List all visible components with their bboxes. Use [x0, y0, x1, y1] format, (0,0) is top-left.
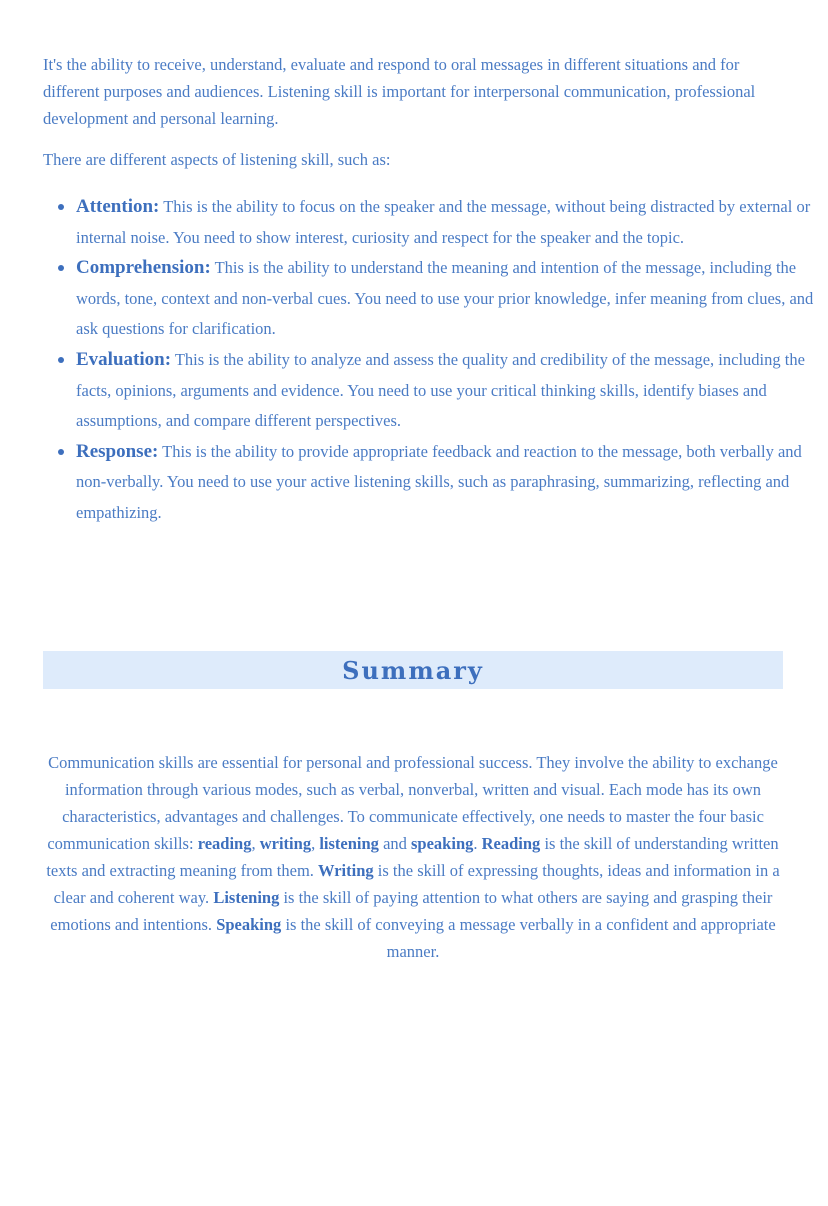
summary-text-segment: is the skill of understanding written texts and extracting meaning from them. — [46, 834, 779, 880]
keyword-speaking: speaking — [411, 834, 474, 853]
summary-text-segment: is the skill of paying attention to what others are saying and grasping their emotions and intentions. — [50, 888, 773, 934]
summary-text-segment: , — [251, 834, 260, 853]
bullet-icon — [58, 449, 64, 455]
keyword-listening: listening — [319, 834, 379, 853]
summary-paragraph — [43, 749, 783, 965]
term-listening: Listening — [213, 888, 280, 907]
aspects-list — [43, 192, 816, 529]
bullet-icon — [58, 265, 64, 271]
summary-heading: Summary — [342, 655, 484, 685]
list-item-evaluation — [76, 345, 816, 437]
summary-text-segment: is the skill of conveying a message verbally in a confident and appropriate manner. — [281, 915, 776, 961]
keyword-writing: writing — [259, 834, 312, 853]
keyword-reading: reading — [197, 834, 252, 853]
list-item-attention — [76, 192, 816, 253]
term-writing: Writing — [318, 861, 374, 880]
aspect-term: Attention: — [76, 196, 160, 217]
summary-heading-bar — [43, 651, 783, 689]
summary-text-segment: . — [473, 834, 482, 853]
summary-text-segment: is the skill of expressing thoughts, ideas and information in a clear and coherent way. — [53, 861, 780, 907]
aspect-description: This is the ability to focus on the speaker and the message, without being distracted by external or internal noise. You need to show interest, curiosity and respect for the speaker and the topic. — [76, 197, 811, 247]
aspect-description: This is the ability to understand the meaning and intention of the message, including the words, tone, context and non-verbal cues. You need to use your prior knowledge, infer meaning from clues, and ask questions for clarification. — [76, 258, 814, 339]
summary-text-segment: , — [311, 834, 320, 853]
aspect-term: Comprehension: — [76, 257, 211, 279]
aspect-term: Response: — [76, 440, 159, 462]
aspects-lead-text: There are different aspects of listening skill, such as: — [43, 150, 391, 169]
list-item-response — [76, 437, 816, 529]
intro-paragraph: It's the ability to receive, understand, evaluate and respond to oral messages in different situations and for different purposes and audiences. Listening skill is important for interpersonal communication, professional development and personal learning. — [43, 55, 756, 128]
term-reading: Reading — [481, 834, 541, 853]
summary-text-segment: and — [378, 834, 412, 853]
aspect-description: This is the ability to analyze and assess the quality and credibility of the message, including the facts, opinions, arguments and evidence. You need to use your critical thinking skills, identify biases and assumptions, and compare different perspectives. — [76, 349, 805, 431]
bullet-icon — [58, 357, 64, 363]
summary-text-segment: Communication skills are essential for personal and professional success. They involve the ability to exchange information through various modes, such as verbal, nonverbal, written and visual. Each mode has its own characteristics, advantages and challenges. To communicate effectively, one needs to master the four basic communication skills: — [47, 753, 778, 853]
list-item-comprehension — [76, 253, 816, 345]
bullet-icon — [58, 204, 64, 210]
term-speaking: Speaking — [216, 915, 282, 934]
aspect-term: Evaluation: — [76, 348, 172, 370]
aspect-description: This is the ability to provide appropriate feedback and reaction to the message, both verbally and non-verbally. You need to use your active listening skills, such as paraphrasing, summarizing, reflecting and empathizing. — [76, 441, 802, 522]
